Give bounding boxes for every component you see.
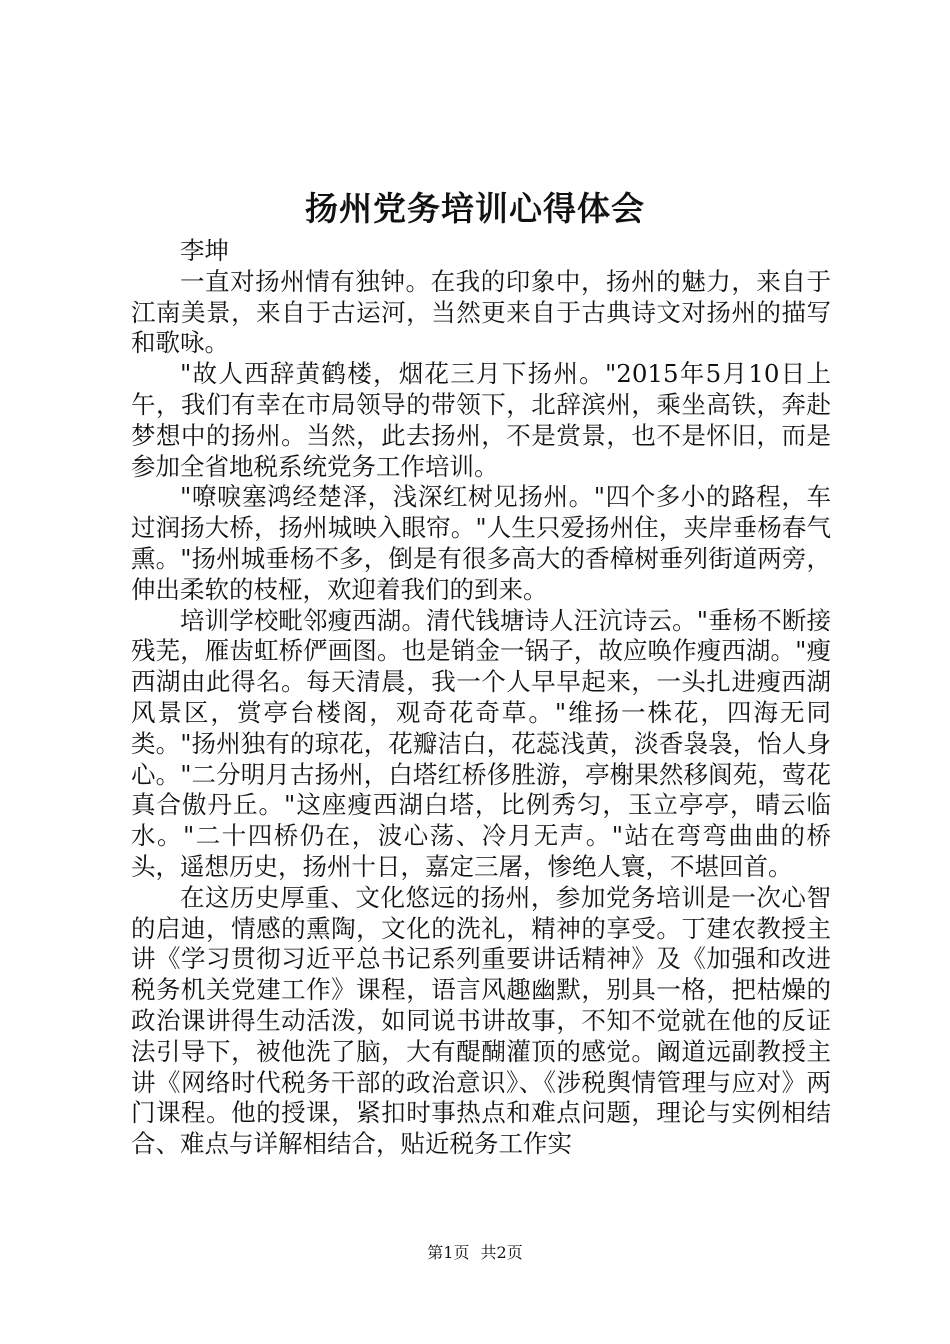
- document-title: 扬州党务培训心得体会: [305, 189, 645, 228]
- paragraph-3: "嘹唳塞鸿经楚泽，浅深红树见扬州。"四个多小的路程，车过润扬大桥，扬州城映入眼帘。"人生只爱扬州住，夹岸垂杨春气熏。"扬州城垂杨不多，倒是有很多高大的香樟树垂列街道两旁，伸出柔软的枝桠，欢迎着我们的到来。: [131, 482, 831, 604]
- paragraph-5: 在这历史厚重、文化悠远的扬州，参加党务培训是一次心智的启迪，情感的熏陶，文化的洗礼，精神的享受。丁建农教授主讲《学习贯彻习近平总书记系列重要讲话精神》及《加强和改进税务机关党建工作》课程，语言风趣幽默，别具一格，把枯燥的政治课讲得生动活泼，如同说书讲故事，不知不觉就在他的反证法引导下，被他洗了脑，大有醍醐灌顶的感觉。阚道远副教授主讲《网络时代税务干部的政治意识》、《涉税舆情管理与应对》两门课程。他的授课，紧扣时事热点和难点问题，理论与实例相结合、难点与详解相结合，贴近税务工作实: [131, 882, 831, 1159]
- page-footer: [0, 1242, 950, 1264]
- paragraph-4: 培训学校毗邻瘦西湖。清代钱塘诗人汪沆诗云。"垂杨不断接残芜，雁齿虹桥俨画图。也是销金一锅子，故应唤作瘦西湖。"瘦西湖由此得名。每天清晨，我一个人早早起来，一头扎进瘦西湖风景区，赏亭台楼阁，观奇花奇草。"维扬一株花，四海无同类。"扬州独有的琼花，花瓣洁白，花蕊浅黄，淡香袅袅，怡人身心。"二分明月古扬州，白塔红桥侈胜游，亭榭果然移阆苑，莺花真合傲丹丘。"这座瘦西湖白塔，比例秀匀，玉立亭亭，晴云临水。"二十四桥仍在，波心荡、冷月无声。"站在弯弯曲曲的桥头，遥想历史，扬州十日，嘉定三屠，惨绝人寰，不堪回首。: [131, 605, 831, 881]
- document-body: [131, 236, 831, 1160]
- author-name: 李坤: [180, 236, 229, 265]
- paragraph-1: 一直对扬州情有独钟。在我的印象中，扬州的魅力，来自于江南美景，来自于古运河，当然更来自于古典诗文对扬州的描写和歌咏。: [131, 266, 831, 358]
- paragraph-2: "故人西辞黄鹤楼，烟花三月下扬州。"2015年5月10日上午，我们有幸在市局领导的带领下，北辞滨州，乘坐高铁，奔赴梦想中的扬州。当然，此去扬州，不是赏景，也不是怀旧，而是参加全省地税系统党务工作培训。: [131, 359, 831, 481]
- page-number: 第1页: [427, 1243, 470, 1262]
- page-total: 共2页: [480, 1243, 523, 1262]
